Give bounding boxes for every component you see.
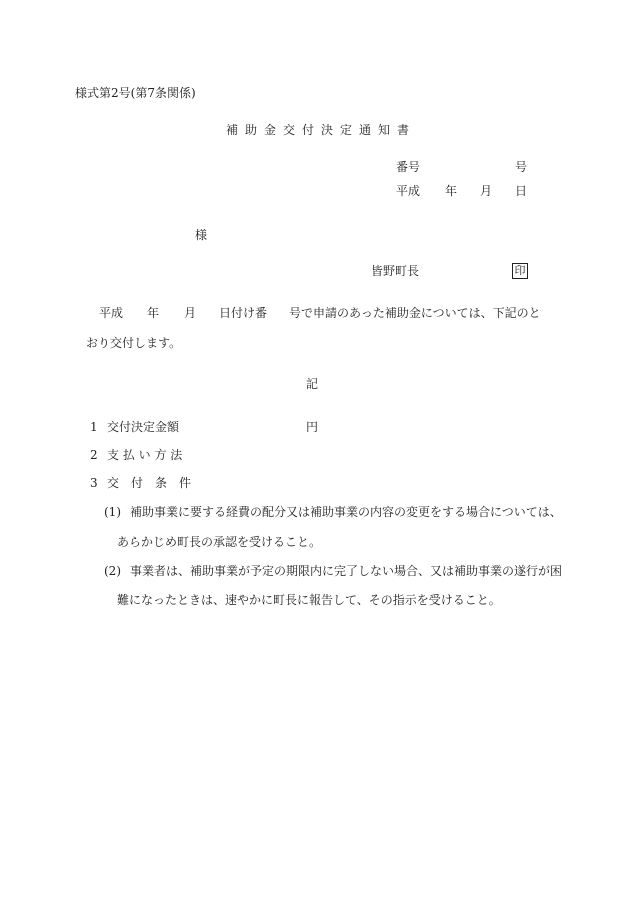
- date-month: 月: [480, 184, 493, 198]
- body-text-line1: 号で申請のあった補助金については、下記のと: [289, 306, 541, 320]
- body-day-number: 日付け番: [219, 306, 268, 320]
- item-2-number: 2: [90, 448, 98, 462]
- addressee-suffix: 様: [195, 228, 208, 242]
- condition-1-number: (1): [104, 505, 121, 519]
- condition-1-line1: 補助事業に要する経費の配分又は補助事業の内容の変更をする場合については、: [130, 505, 562, 519]
- date-era: 平成: [396, 184, 421, 198]
- item-1-value: 円: [306, 420, 319, 434]
- item-3-number: 3: [90, 476, 98, 490]
- date-day: 日: [515, 184, 528, 198]
- date-year: 年: [445, 184, 458, 198]
- body-month: 月: [184, 306, 197, 320]
- condition-1-line2: あらかじめ町長の承認を受けること。: [117, 535, 322, 549]
- form-label: 様式第2号(第7条関係): [75, 86, 196, 100]
- item-3-label: 交 付 条 件: [107, 476, 192, 490]
- condition-2-number: (2): [104, 564, 121, 578]
- condition-2-line1: 事業者は、補助事業が予定の期限内に完了しない場合、又は補助事業の遂行が困: [130, 564, 563, 578]
- item-1-label: 交付決定金額: [107, 420, 180, 434]
- seal-stamp: 印: [512, 263, 528, 279]
- body-era: 平成: [99, 306, 124, 320]
- ki-heading: 記: [306, 377, 319, 391]
- item-2-label: 支 払 い 方 法: [107, 448, 183, 462]
- sender-name: 皆野町長: [371, 264, 420, 278]
- body-text-line2: おり交付します。: [86, 336, 182, 350]
- number-suffix: 号: [515, 160, 528, 174]
- body-year: 年: [147, 306, 160, 320]
- item-1-number: 1: [90, 420, 98, 434]
- number-label: 番号: [396, 160, 421, 174]
- document-title: 補助金交付決定通知書: [226, 123, 417, 137]
- condition-2-line2: 難になったときは、速やかに町長に報告して、その指示を受けること。: [117, 593, 501, 607]
